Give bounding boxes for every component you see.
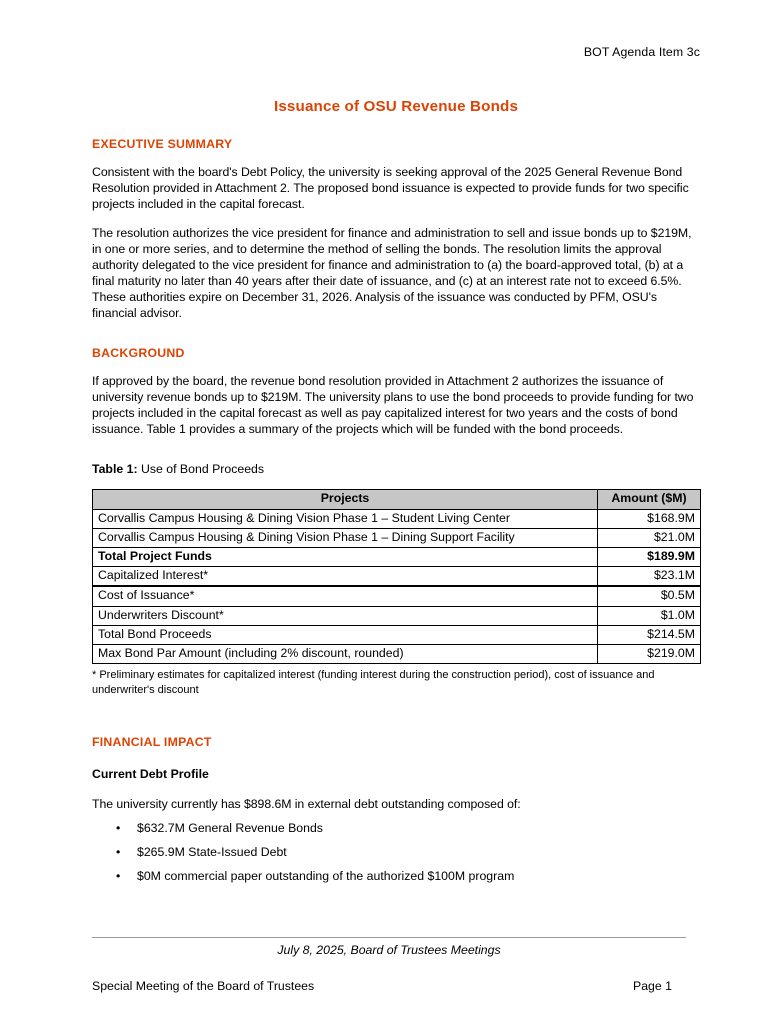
table-cell-project: Max Bond Par Amount (including 2% discount, rounded) bbox=[93, 645, 598, 664]
footer-row bbox=[92, 979, 672, 993]
table-cell-project: Underwriters Discount* bbox=[93, 606, 598, 625]
list-item bbox=[92, 845, 700, 861]
section-heading-background: BACKGROUND bbox=[92, 345, 185, 360]
table-cell-amount: $1.0M bbox=[598, 606, 701, 625]
table-row bbox=[93, 625, 701, 644]
spacer bbox=[92, 322, 700, 346]
table-cell-amount: $189.9M bbox=[598, 548, 701, 567]
bond-proceeds-table bbox=[92, 489, 701, 665]
bullet-dot-icon: • bbox=[116, 820, 121, 835]
table-cell-project: Total Bond Proceeds bbox=[93, 625, 598, 644]
table-cell-project: Capitalized Interest* bbox=[93, 567, 598, 587]
subheading-current-debt-profile: Current Debt Profile bbox=[92, 766, 209, 781]
table-caption-label: Table 1: bbox=[92, 461, 138, 476]
column-header-amount: Amount ($M) bbox=[598, 489, 701, 509]
table-cell-amount: $23.1M bbox=[598, 567, 701, 587]
table-header-row bbox=[93, 489, 701, 509]
table-cell-amount: $21.0M bbox=[598, 528, 701, 547]
spacer bbox=[92, 115, 700, 137]
list-item-label: $0M commercial paper outstanding of the authorized $100M program bbox=[137, 868, 515, 883]
table-cell-amount: $214.5M bbox=[598, 625, 701, 644]
spacer bbox=[92, 213, 700, 226]
table-cell-amount: $0.5M bbox=[598, 586, 701, 606]
bullet-dot-icon: • bbox=[116, 844, 121, 859]
footer-meeting-line: July 8, 2025, Board of Trustees Meetings bbox=[277, 943, 501, 957]
agenda-item-header bbox=[92, 0, 700, 60]
document-content bbox=[92, 0, 700, 893]
executive-summary-paragraph-1: Consistent with the board's Debt Policy, the university is seeking approval of the 2025 General Revenue Bond Resolution provided in Attachment 2. The proposed bond issuance is expected to provide funds for two specific projects included in the capital forecast. bbox=[92, 164, 689, 211]
list-item bbox=[92, 869, 700, 885]
spacer bbox=[92, 151, 700, 165]
table-caption bbox=[92, 462, 700, 476]
table-head bbox=[93, 489, 701, 509]
table-cell-project: Total Project Funds bbox=[93, 548, 598, 567]
footer-divider bbox=[92, 937, 686, 938]
spacer bbox=[92, 781, 700, 797]
table-row bbox=[93, 645, 701, 664]
table-row bbox=[93, 509, 701, 528]
section-heading-executive-summary: EXECUTIVE SUMMARY bbox=[92, 136, 233, 151]
list-item-label: $265.9M State-Issued Debt bbox=[137, 844, 287, 859]
table-footnote: * Preliminary estimates for capitalized interest (funding interest during the construction period), cost of issuance and underwriter's discount bbox=[92, 669, 655, 696]
footer-page-number: Page 1 bbox=[633, 979, 672, 993]
table-row bbox=[93, 586, 701, 606]
table-caption-text: Use of Bond Proceeds bbox=[137, 461, 265, 476]
spacer bbox=[92, 813, 700, 821]
table-row bbox=[93, 606, 701, 625]
section-heading-financial-impact: FINANCIAL IMPACT bbox=[92, 734, 212, 749]
background-paragraph-1: If approved by the board, the revenue bond resolution provided in Attachment 2 authorizes the issuance of university revenue bonds up to $219M. The university plans to use the bond proceeds to provide funding for two projects included in the capital forecast as well as pay capitalized interest for two years and the costs of bond issuance. Table 1 provides a summary of the projects which will be funded with the bond proceeds. bbox=[92, 373, 694, 436]
table-cell-amount: $219.0M bbox=[598, 645, 701, 664]
spacer bbox=[92, 360, 700, 374]
spacer bbox=[92, 697, 700, 735]
table-body bbox=[93, 509, 701, 664]
footer-left-text: Special Meeting of the Board of Trustees bbox=[92, 979, 315, 993]
table-row bbox=[93, 567, 701, 587]
column-header-projects: Projects bbox=[93, 489, 598, 509]
table-cell-project: Cost of Issuance* bbox=[93, 586, 598, 606]
bullet-dot-icon: • bbox=[116, 868, 121, 883]
page-title: Issuance of OSU Revenue Bonds bbox=[273, 97, 519, 115]
table-cell-project: Corvallis Campus Housing & Dining Vision Phase 1 – Student Living Center bbox=[93, 509, 598, 528]
list-item-label: $632.7M General Revenue Bonds bbox=[137, 820, 323, 835]
table-cell-project: Corvallis Campus Housing & Dining Vision Phase 1 – Dining Support Facility bbox=[93, 528, 598, 547]
executive-summary-paragraph-2: The resolution authorizes the vice president for finance and administration to sell and issue bonds up to $219M, in one or more series, and to determine the method of selling the bonds. The resolution limits the approval authority delegated to the vice president for finance and administration to (a) the board-approved total, (b) at a final maturity no later than 40 years after their date of issuance, and (c) at an interest rate not to exceed 6.5%. These authorities expire on December 31, 2026. Analysis of the issuance was conducted by PFM, OSU's financial advisor. bbox=[92, 225, 692, 320]
list-item bbox=[92, 821, 700, 837]
financial-impact-intro: The university currently has $898.6M in external debt outstanding composed of: bbox=[92, 796, 521, 811]
spacer bbox=[92, 438, 700, 462]
spacer bbox=[92, 749, 700, 767]
debt-profile-bullet-list bbox=[92, 821, 700, 885]
table-row bbox=[93, 548, 701, 567]
table-cell-amount: $168.9M bbox=[598, 509, 701, 528]
table-row bbox=[93, 528, 701, 547]
page-footer bbox=[92, 937, 686, 993]
agenda-item-label: BOT Agenda Item 3c bbox=[583, 45, 700, 59]
